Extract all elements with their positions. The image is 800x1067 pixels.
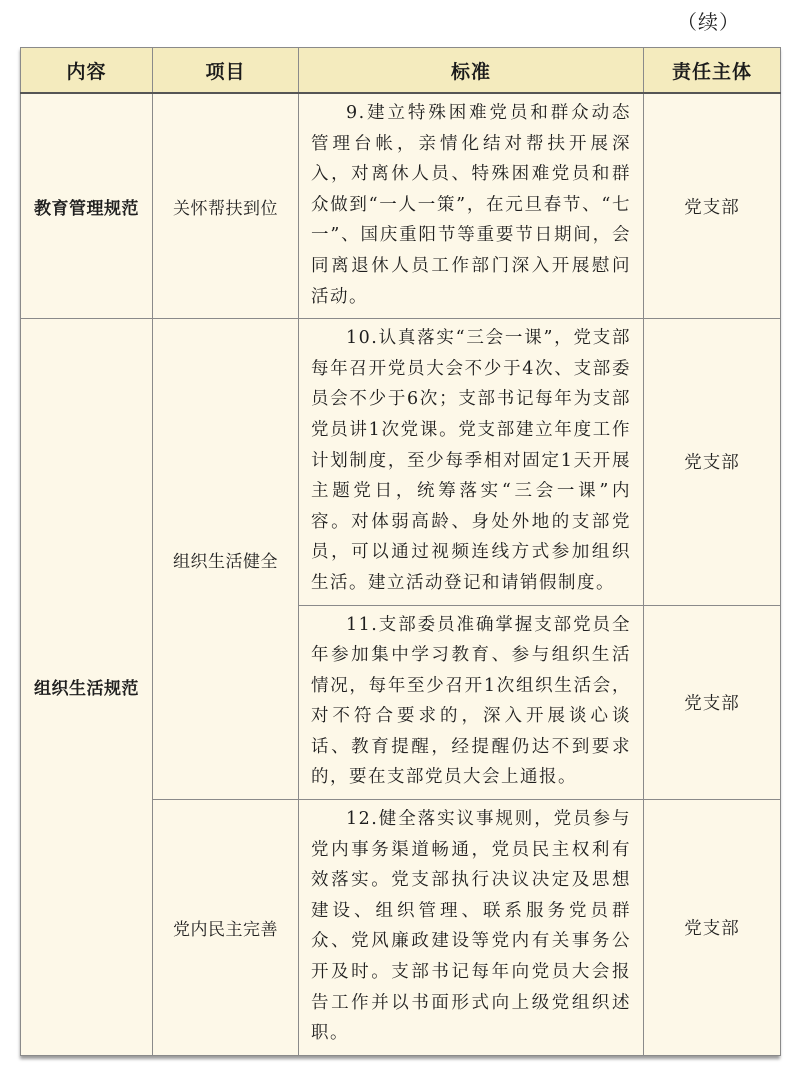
table-header-row: [21, 48, 781, 94]
responsible-cell: 党支部: [644, 605, 781, 800]
responsible-cell: 党支部: [644, 93, 781, 319]
responsible-cell: 党支部: [644, 319, 781, 605]
standard-cell: 11.支部委员准确掌握支部党员全年参加集中学习教育、参与组织生活情况，每年至少召开1次组织生活会，对不符合要求的，深入开展谈心谈话、教育提醒，经提醒仍达不到要求的，要在支部党员大会上通报。: [299, 605, 644, 800]
header-responsible: 责任主体: [644, 48, 781, 94]
category-cell: 教育管理规范: [21, 93, 153, 319]
header-standard: 标准: [299, 48, 644, 94]
standard-cell: 10.认真落实“三会一课”，党支部每年召开党员大会不少于4次、支部委员会不少于6次；支部书记每年为支部党员讲1次党课。党支部建立年度工作计划制度，至少每季相对固定1天开展主题党日，统筹落实“三会一课”内容。对体弱高龄、身处外地的支部党员，可以通过视频连线方式参加组织生活。建立活动登记和请销假制度。: [299, 319, 644, 605]
table-row: [21, 319, 781, 605]
responsible-cell: 党支部: [644, 800, 781, 1056]
continued-label: （续）: [677, 10, 740, 34]
header-content: 内容: [21, 48, 153, 94]
header-item: 项目: [153, 48, 299, 94]
item-cell: 关怀帮扶到位: [153, 93, 299, 319]
standard-cell: 12.健全落实议事规则，党员参与党内事务渠道畅通，党员民主权利有效落实。党支部执行决议决定及思想建设、组织管理、联系服务党员群众、党风廉政建设等党内有关事务公开及时。支部书记每年向党员大会报告工作并以书面形式向上级党组织述职。: [299, 800, 644, 1056]
standards-table: [20, 47, 781, 1056]
standard-cell: 9.建立特殊困难党员和群众动态管理台帐，亲情化结对帮扶开展深入，对离休人员、特殊困难党员和群众做到“一人一策”，在元旦春节、“七一”、国庆重阳节等重要节日期间，会同离退休人员工作部门深入开展慰问活动。: [299, 93, 644, 319]
item-cell: 组织生活健全: [153, 319, 299, 800]
standards-table-container: [20, 47, 780, 1056]
category-cell: 组织生活规范: [21, 319, 153, 1056]
table-row: [21, 93, 781, 319]
item-cell: 党内民主完善: [153, 800, 299, 1056]
